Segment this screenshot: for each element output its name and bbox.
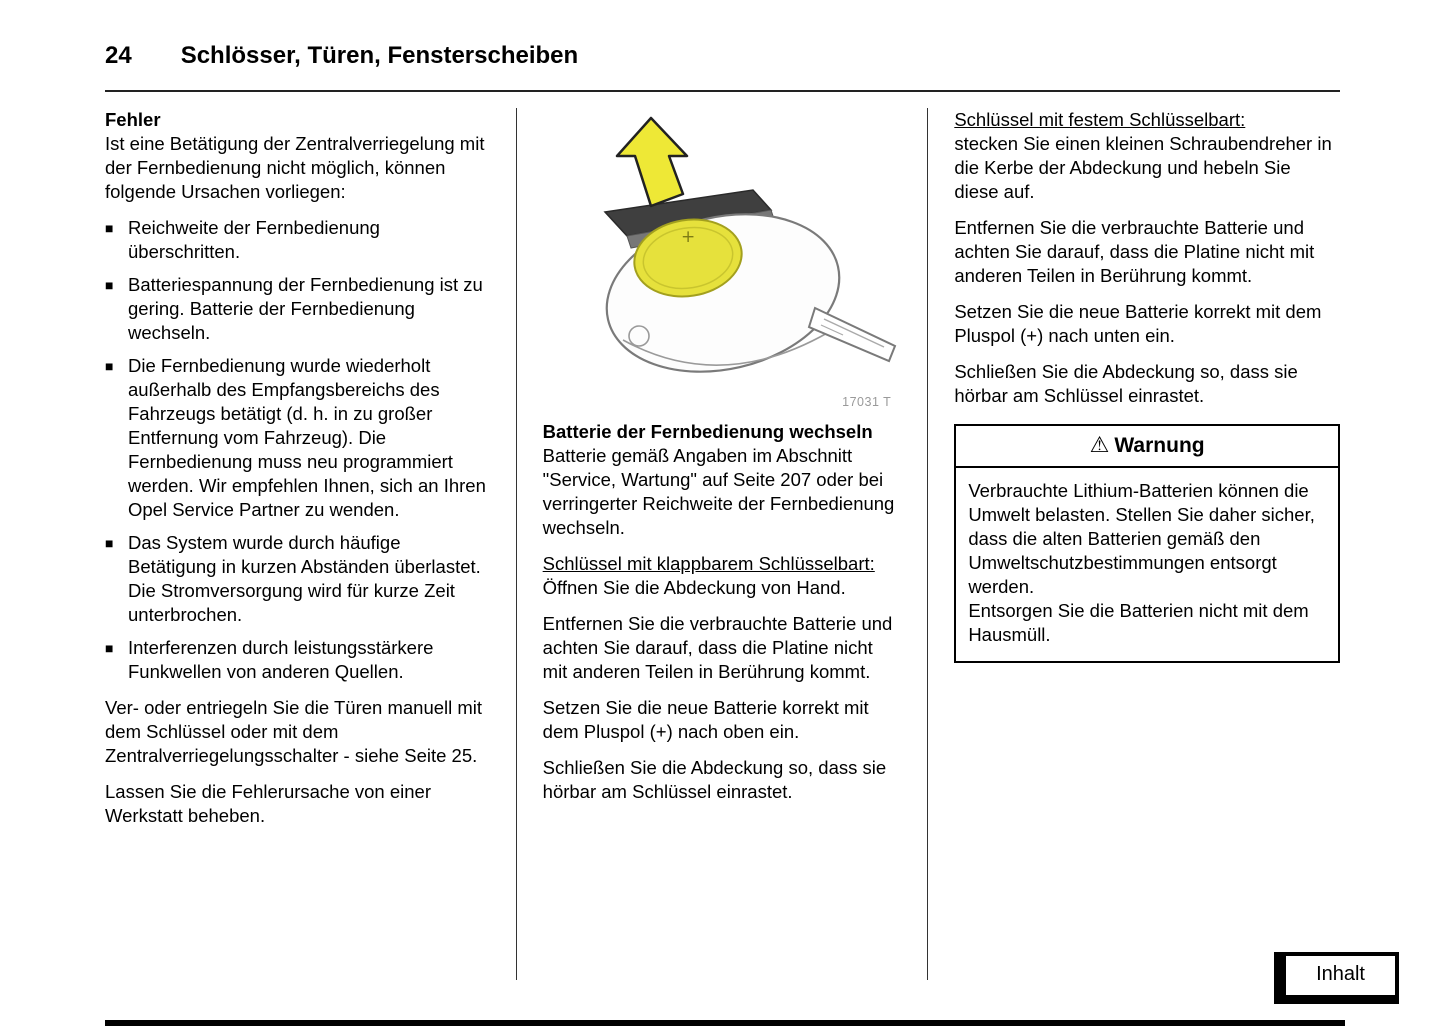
list-item-text: Interferenzen durch leistungsstärkere Funkwellen von anderen Quellen. — [128, 637, 434, 682]
sub-heading-festem: Schlüssel mit festem Schlüsselbart: — [954, 109, 1246, 130]
paragraph: Schließen Sie die Abdeckung so, dass sie hörbar am Schlüssel einrastet. — [542, 757, 887, 802]
sub-heading-text: stecken Sie einen kleinen Schraubendreher in die Kerbe der Abdeckung und hebeln Sie diese auf. — [954, 133, 1332, 202]
list-item-text: Batteriespannung der Fernbedienung ist zu gering. Batterie der Fernbedienung wechseln. — [128, 274, 483, 343]
paragraph: Lassen Sie die Fehlerursache von einer Werkstatt beheben. — [105, 781, 431, 826]
list-item-text: Das System wurde durch häufige Betätigung in kurzen Abständen überlastet. Die Stromversorgung wird für kurze Zeit unterbrochen. — [128, 532, 481, 625]
page-number: 24 — [105, 42, 132, 69]
key-blade — [809, 308, 895, 361]
warning-text: Verbrauchte Lithium-Batterien können die Umwelt belasten. Stellen Sie daher sicher, dass die alten Batterien gemäß den Umweltschutzbestimmungen entsorgt werden. — [968, 480, 1315, 597]
warning-body — [956, 468, 1338, 661]
paragraph: Entfernen Sie die verbrauchte Batterie und achten Sie darauf, dass die Platine nicht mit anderen Teilen in Berührung kommt. — [954, 217, 1315, 286]
paragraph: Ver- oder entriegeln Sie die Türen manuell mit dem Schlüssel oder mit dem Zentralverriegelungsschalter - siehe Seite 25. — [105, 697, 483, 766]
bullet-icon: ■ — [105, 277, 114, 293]
paragraph: Ist eine Betätigung der Zentralverriegelung mit der Fernbedienung nicht möglich, können folgende Ursachen vorliegen: — [105, 133, 485, 202]
section-heading-batterie: Batterie der Fernbedienung wechseln — [542, 421, 873, 442]
column-middle — [517, 108, 929, 980]
list-item — [105, 354, 490, 522]
list-item — [105, 216, 490, 264]
warning-text: Entsorgen Sie die Batterien nicht mit dem Hausmüll. — [968, 600, 1309, 645]
column-right — [928, 108, 1340, 980]
bullet-icon: ■ — [105, 640, 114, 656]
key-fob-illustration — [543, 108, 902, 420]
warning-header — [956, 426, 1338, 468]
list-item — [105, 273, 490, 345]
header-divider — [105, 90, 1340, 92]
inhalt-button[interactable] — [1274, 952, 1399, 1004]
sub-heading-klappbar: Schlüssel mit klappbarem Schlüsselbart: — [542, 553, 875, 574]
page-bottom-bar — [105, 1020, 1345, 1026]
list-item-text: Reichweite der Fernbedienung überschritten. — [128, 217, 380, 262]
paragraph — [543, 552, 902, 600]
list-item — [105, 636, 490, 684]
inhalt-label: Inhalt — [1286, 956, 1395, 995]
bullet-icon: ■ — [105, 358, 114, 374]
arrow-up-icon — [617, 118, 687, 206]
list-item-text: Die Fernbedienung wurde wiederholt außerhalb des Empfangsbereichs des Fahrzeugs betätigt (d. h. in zu großer Entfernung vom Fahrzeug). Die Fernbedienung muss neu programmiert werden. Wir empfehlen Ihnen, sich an Ihren Opel Service Partner zu wenden. — [128, 355, 486, 520]
figure-caption: 17031 T — [842, 395, 892, 409]
svg-text:+: + — [680, 227, 695, 247]
page-title: Schlösser, Türen, Fensterscheiben — [180, 42, 579, 69]
page-header — [0, 0, 1445, 70]
paragraph — [954, 108, 1340, 204]
content-columns — [105, 108, 1340, 980]
paragraph: Setzen Sie die neue Batterie korrekt mit dem Pluspol (+) nach oben ein. — [542, 697, 869, 742]
sub-heading-text: Öffnen Sie die Abdeckung von Hand. — [542, 577, 846, 598]
paragraph: Batterie gemäß Angaben im Abschnitt "Service, Wartung" auf Seite 207 oder bei verringerter Reichweite der Fernbedienung wechseln. — [542, 445, 895, 538]
cause-list — [105, 216, 490, 684]
column-left — [105, 108, 517, 980]
bullet-icon: ■ — [105, 535, 114, 551]
paragraph: Entfernen Sie die verbrauchte Batterie und achten Sie darauf, dass die Platine nicht mit anderen Teilen in Berührung kommt. — [542, 613, 893, 682]
key-fob-drawing — [543, 108, 903, 408]
bullet-icon: ■ — [105, 220, 114, 236]
warning-box — [954, 424, 1340, 663]
paragraph: Setzen Sie die neue Batterie korrekt mit dem Pluspol (+) nach unten ein. — [954, 301, 1322, 346]
section-heading-fehler: Fehler — [105, 109, 161, 130]
list-item — [105, 531, 490, 627]
warning-icon: ⚠ — [1089, 432, 1110, 457]
warning-title: Warnung — [1114, 434, 1205, 457]
paragraph: Schließen Sie die Abdeckung so, dass sie hörbar am Schlüssel einrastet. — [954, 361, 1298, 406]
